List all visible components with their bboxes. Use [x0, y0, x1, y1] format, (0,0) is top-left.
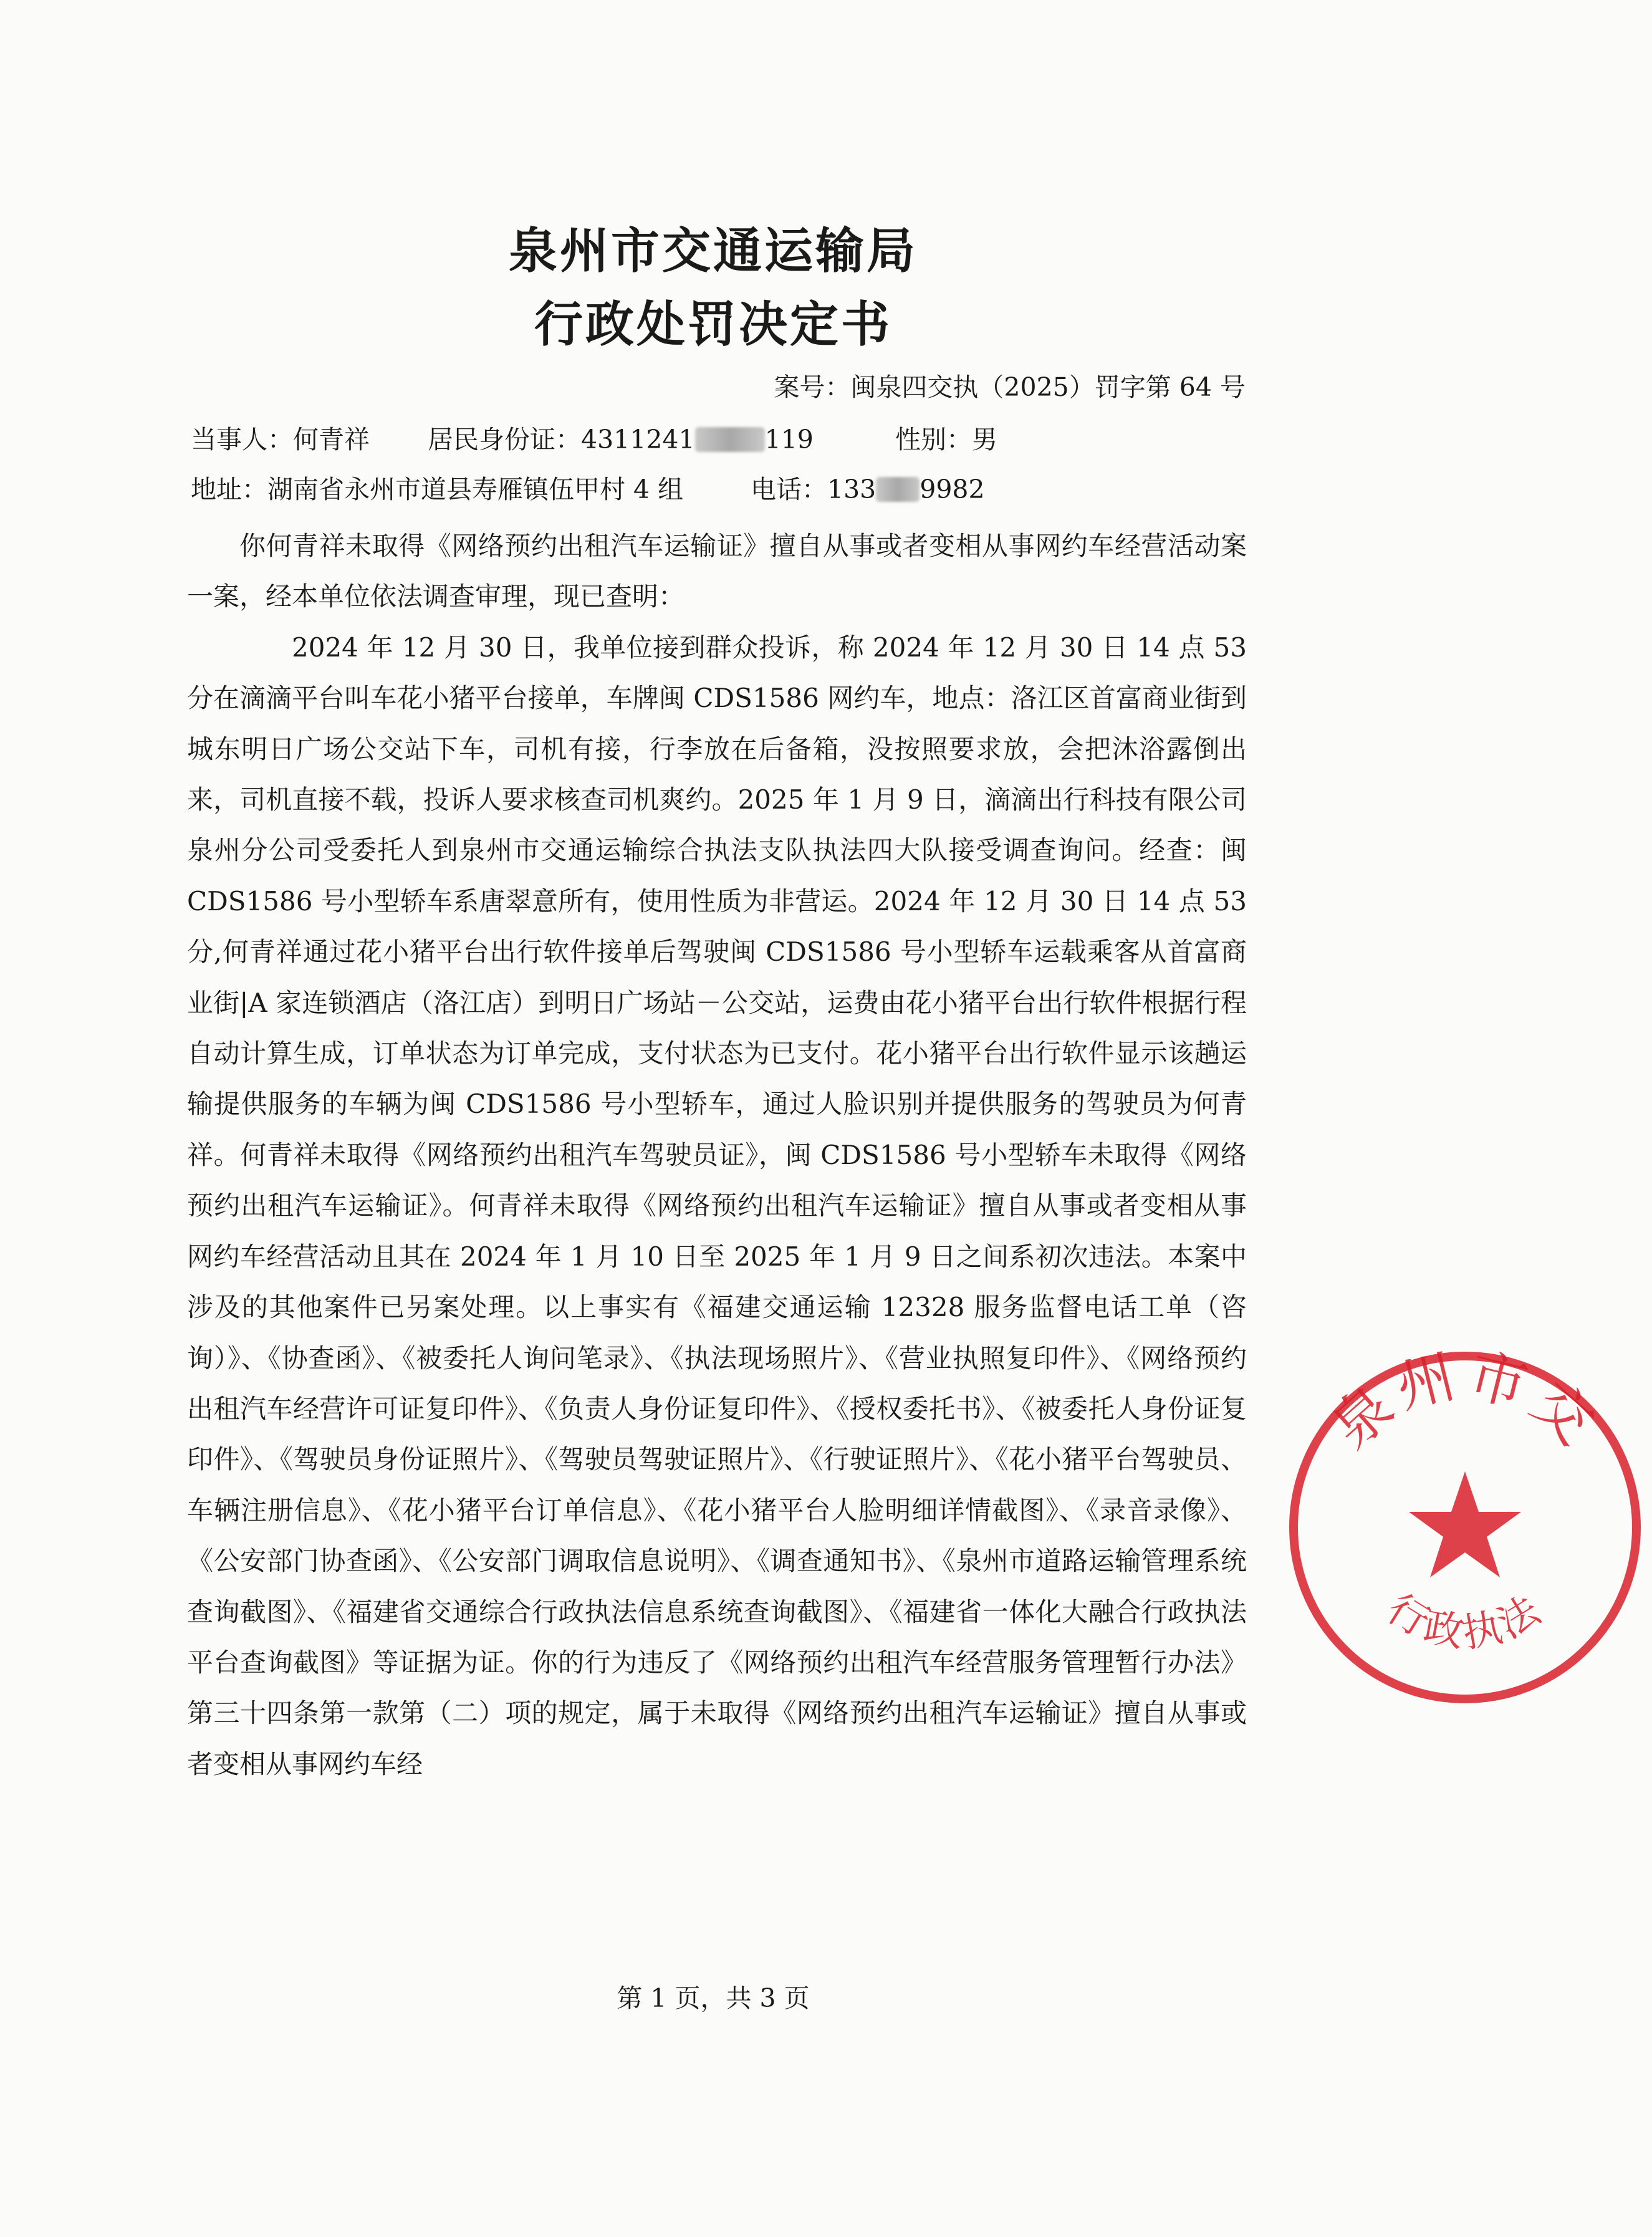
document-title-line1: 泉州市交通运输局 [508, 223, 918, 279]
official-seal-icon [1278, 1340, 1652, 1715]
paragraph-intro: 你何青祥未取得《网络预约出租汽车运输证》擅自从事或者变相从事网约车经营活动案一案，经本单位依法调查审理，现已查明： [187, 531, 1247, 612]
redaction-mask [695, 427, 765, 452]
gender: 性别：男 [895, 425, 997, 455]
id-number-prefix: 居民身份证：4311241 [428, 425, 695, 455]
svg-text:行政执法: 行政执法 [1379, 1585, 1551, 1658]
party-info-row [191, 419, 997, 456]
svg-text:泉州市交: 泉州市交 [1318, 1341, 1611, 1461]
paragraph-facts: 2024 年 12 月 30 日，我单位接到群众投诉，称 2024 年 12 月 30 日 14 点 53 分在滴滴平台叫车花小猪平台接单，车牌闽 CDS1586 网约车，地点：洛江区首富商业街到城东明日广场公交站下车，司机有接，行李放在后备箱，没按照要求放，会把沐浴露倒出来，司机直接不载，投诉人要求核查司机爽约。2025 年 1 月 9 日，滴滴出行科技有限公司泉州分公司受委托人到泉州市交通运输综合执法支队执法四大队接受调查询问。经查：闽 CDS1586 号小型轿车系唐翠意所有，使用性质为非营运。2024 年 12 月 30 日 14 点 53 分,何青祥通过花小猪平台出行软件接单后驾驶闽 CDS1586 号小型轿车运载乘客从首富商业街|A 家连锁酒店（洛江店）到明日广场站－公交站，运费由花小猪平台出行软件根据行程自动计算生成，订单状态为订单完成，支付状态为已支付。花小猪平台出行软件显示该趟运输提供服务的车辆为闽 CDS1586 号小型轿车，通过人脸识别并提供服务的驾驶员为何青祥。何青祥未取得《网络预约出租汽车驾驶员证》，闽 CDS1586 号小型轿车未取得《网络预约出租汽车运输证》。何青祥未取得《网络预约出租汽车运输证》擅自从事或者变相从事网约车经营活动且其在 2024 年 1 月 10 日至 2025 年 1 月 9 日之间系初次违法。本案中涉及的其他案件已另案处理。以上事实有《福建交通运输 12328 服务监督电话工单（咨询）》、《协查函》、《被委托人询问笔录》、《执法现场照片》、《营业执照复印件》、《网络预约出租汽车经营许可证复印件》、《负责人身份证复印件》、《授权委托书》、《被委托人身份证复印件》、《驾驶员身份证照片》、《驾驶员驾驶证照片》、《行驶证照片》、《花小猪平台驾驶员、车辆注册信息》、《花小猪平台订单信息》、《花小猪平台人脸明细详情截图》、《录音录像》、《公安部门协查函》、《公安部门调取信息说明》、《调查通知书》、《泉州市道路运输管理系统查询截图》、《福建省交通综合行政执法信息系统查询截图》、《福建省一体化大融合行政执法平台查询截图》等证据为证。你的行为违反了《网络预约出租汽车经营服务管理暂行办法》第三十四条第一款第（二）项的规定，属于未取得《网络预约出租汽车运输证》擅自从事或者变相从事网约车经 [187, 632, 1247, 1779]
id-number-suffix: 119 [764, 425, 814, 455]
document-title-line2: 行政处罚决定书 [534, 296, 892, 353]
address: 地址：湖南省永州市道县寿雁镇伍甲村 4 组 [191, 474, 684, 504]
id-number [428, 419, 895, 456]
phone-suffix: 9982 [920, 474, 985, 504]
phone-prefix: 电话：133 [751, 474, 876, 504]
redaction-mask [876, 477, 920, 502]
page-footer: 第 1 页，共 3 页 [617, 1983, 810, 2013]
address-row [191, 469, 985, 506]
document-body [187, 521, 1247, 1789]
party-name: 当事人：何青祥 [191, 425, 370, 455]
case-number: 案号：闽泉四交执（2025）罚字第 64 号 [774, 372, 1246, 402]
phone [751, 469, 985, 506]
